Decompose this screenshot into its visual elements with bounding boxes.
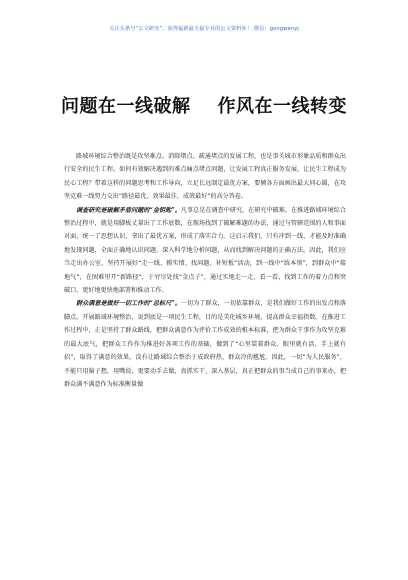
paragraph-lead: 群众满意是做好一切工作的“总标尺”。 xyxy=(76,300,181,308)
paragraph-research xyxy=(64,204,346,298)
paragraph-satisfaction xyxy=(64,297,346,391)
document-title: 问题在一线破解 作风在一线转变 xyxy=(60,96,348,117)
paragraph-text: 一切为了群众，一切依靠群众，是我们做好工作的出发点和落脚点。开展路域环境整治，说到底是一项民生工程，目的是美化城乡环境、提高群众幸福指数。在推进工作过程中，正是坚持了群众路线，把群众满意作为评价工作成效的根本标准，把为群众干事作为攻坚克难的最大底气，把群众工作作为推进好各项工作的基础，做到了“心里装着群众、眼里就有活、手上就有招”，取得了满意的效果，没有让路域综合整治于成政府热，群众冷的尴尬。因此，一切“为人民服务”，不能只用脑子想，用嘴说，更要动手去做，真抓实干、深入基层，真正把群众的事当成自己的事来办，把群众满不满意作为标准衡量做 xyxy=(64,300,347,388)
header-banner: 关注头条号“公文研究”，获得最新最全最专业的公文资料库！ 微信：gongwenyj xyxy=(109,26,299,32)
document-body xyxy=(64,150,346,391)
paragraph-lead: 调查研究是破解矛盾问题的“金钥匙”。 xyxy=(76,206,181,214)
paragraph-text: 路域环境综合整治既是攻坚难点、消除堵点、疏通堵点的发展工程，也是事关城市形象品质和群众出行安全的民生工程。如何有效解决遇到的难点痛点堵点问题，让发展工程真正服务发展，让民生工程成为民心工程？带着这样的问题思考和工作导向，立足长远制定最优方案，要倾各方面画出最大同心圆，在攻坚克难一线努力交出“路径最优、效果最佳、成效最好”的高分答卷。 xyxy=(64,153,346,201)
paragraph-intro xyxy=(64,150,346,204)
paragraph-text: 凡事总是在调查中研究、在研究中破难。在推进路域环境综合整治过程中，就是用脚板丈量出了工作底数，在现场找到了破解难题的办法，通过与管辖范围的人和事面对面，统一了思想认识，拿出了最优方案，形成了落实合力。这启示我们，只有冲到一线，才能及时准确地发现问题，全面正确地认识问题，深入科学地分析问题，从而找到解决问题的正确方法。因此，我们应当走出办公室，坚持开展好“走一线、摸实情、找问题、补短板”活动，到一线中“练本领”，到群众中“接地气”，在困难里开“新路径”，于穷尽处找“金点子”，通过实地走一走、看一看，找到工作的着力点和突破口，更好地更快地部署和推动工作。 xyxy=(64,206,347,295)
